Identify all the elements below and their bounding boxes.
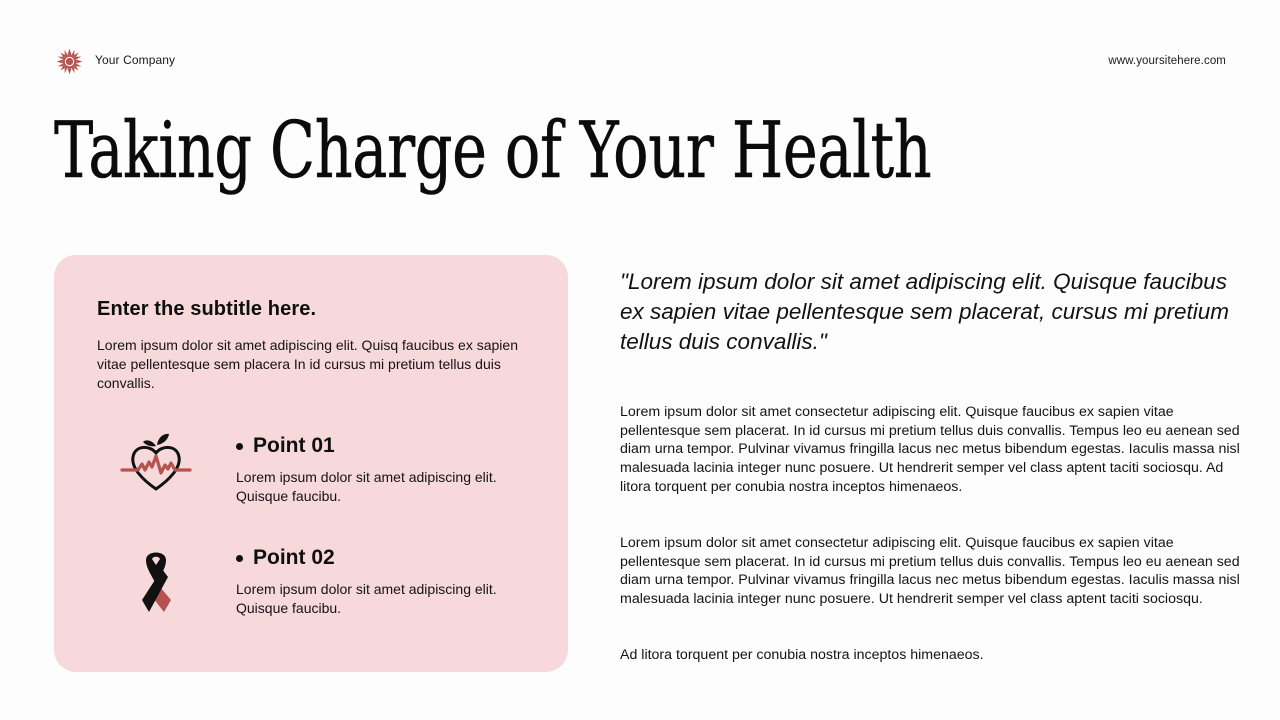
body-paragraph-2: Lorem ipsum dolor sit amet consectetur adipiscing elit. Quisque faucibus ex sapien vitae pellentesque sem placerat. In id cursus mi pretium tellus duis convallis. Tempus leo eu aenean sed diam urna tempor. Pulvinar vivamus fringilla lacus nec metus bibendum egestas. Iaculis massa nisl malesuada lacinia integer nunc posuere. Ut hendrerit semper vel class aptent taciti sociosqu. (620, 535, 1240, 608)
point-item-02 (54, 546, 568, 636)
bullet-icon (236, 555, 243, 562)
point-01-title: Point 01 (253, 434, 335, 457)
point-02-text: Lorem ipsum dolor sit amet adipiscing elit. Quisque faucibu. (236, 581, 497, 616)
card-intro-text: Lorem ipsum dolor sit amet adipiscing elit. Quisq faucibus ex sapien vitae pellentesque sem placera In id cursus mi pretium tellus duis convallis. (97, 337, 518, 391)
company-name: Your Company (95, 52, 176, 67)
point-02-heading (236, 546, 335, 570)
page-title: Taking Charge of Your Health (54, 106, 932, 196)
title-container (54, 106, 1054, 212)
bullet-icon (236, 443, 243, 450)
point-01-heading (236, 434, 335, 458)
info-card (54, 255, 568, 672)
company-brand (56, 48, 175, 75)
card-subtitle: Enter the subtitle here. (97, 298, 317, 320)
pull-quote: "Lorem ipsum dolor sit amet adipiscing elit. Quisque faucibus ex sapien vitae pellentesque sem placerat, cursus mi pretium tellus duis convallis." (620, 269, 1230, 354)
website-link[interactable]: www.yoursitehere.com (1108, 55, 1226, 67)
point-02-title: Point 02 (253, 546, 335, 569)
heart-heartbeat-icon (116, 426, 196, 506)
body-paragraph-1: Lorem ipsum dolor sit amet consectetur adipiscing elit. Quisque faucibus ex sapien vitae pellentesque sem placerat. In id cursus mi pretium tellus duis convallis. Tempus leo eu aenean sed diam urna tempor. Pulvinar vivamus fringilla lacus nec metus bibendum egestas. Iaculis massa nisl malesuada lacinia integer nunc posuere. Ut hendrerit semper vel class aptent taciti sociosqu. Ad litora torquent per conubia nostra inceptos himenaeos. (620, 404, 1240, 495)
sun-flower-logo-icon (56, 48, 83, 75)
point-item-01 (54, 434, 568, 524)
point-01-text: Lorem ipsum dolor sit amet adipiscing elit. Quisque faucibu. (236, 469, 497, 504)
awareness-ribbon-icon (116, 538, 196, 618)
body-paragraph-3: Ad litora torquent per conubia nostra inceptos himenaeos. (620, 647, 984, 663)
